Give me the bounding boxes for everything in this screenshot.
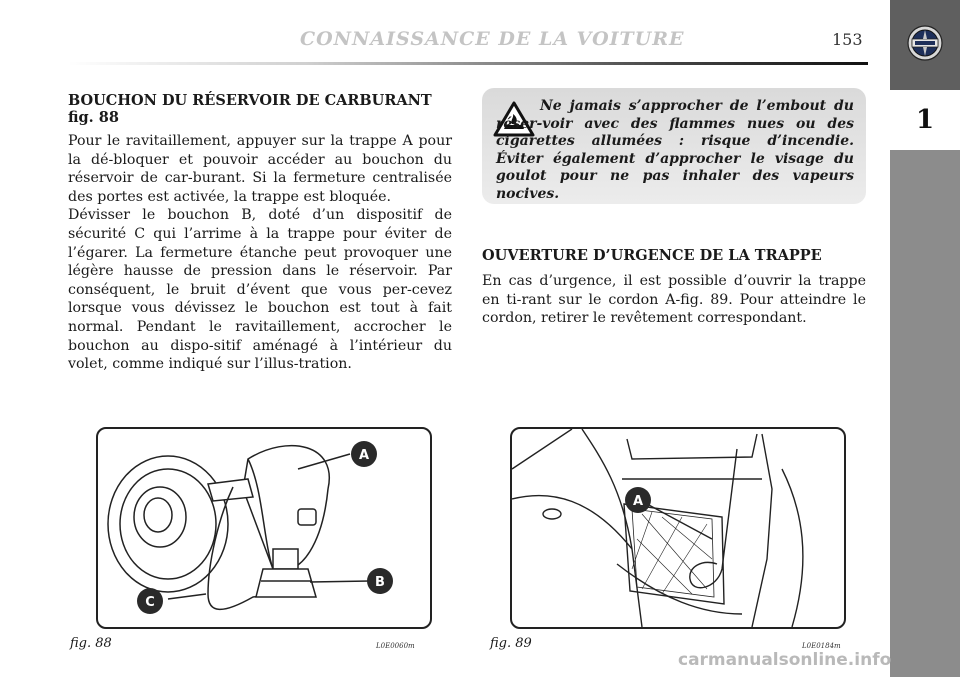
- fuel-cap-heading: BOUCHON DU RÉSERVOIR DE CARBURANT: [68, 92, 432, 109]
- fuel-cap-drawing: [98, 429, 430, 627]
- chapter-side-tab: [890, 0, 960, 677]
- fuel-cap-paragraph-1: Pour le ravitaillement, appuyer sur la trappe A pour la dé-bloquer et pouvoir accéder au bouchon du réservoir de car-burant. Si la fermeture centralisée des portes est activée, la trappe est bloquée.: [68, 133, 452, 205]
- fuel-cap-section: [68, 92, 452, 374]
- header-rule: [68, 62, 868, 65]
- fuel-cap-figure-ref: fig. 88: [68, 109, 119, 126]
- callout-a-label: A: [358, 448, 370, 463]
- emergency-section: [482, 247, 866, 328]
- figure-89-code: L0E0184m: [802, 642, 841, 650]
- figure-89-caption: fig. 89: [490, 636, 532, 651]
- watermark: carmanualsonline.info: [678, 650, 892, 670]
- chapter-number: 1: [890, 90, 960, 150]
- header-title: CONNAISSANCE DE LA VOITURE: [300, 28, 685, 50]
- figure-88-caption: fig. 88: [70, 636, 112, 651]
- figure-89-emergency-cord-illustration: [510, 427, 846, 629]
- warning-text: Ne jamais s’approcher de l’embout du réser-voir avec des flammes nues ou des cigarettes allumées : risque d’incendie. Éviter également d’approcher le visage du goulot pour ne pas inhaler des vapeurs nocives.: [496, 98, 854, 202]
- callout-b-label: B: [375, 575, 385, 590]
- fuel-cap-paragraph-2: Dévisser le bouchon B, doté d’un dispositif de sécurité C qui l’arrime à la trappe pour éviter de l’égarer. La fermeture étanche peut provoquer une légère hausse de pression dans le réservoir. Par conséquent, le bruit d’évent que vous per-cevez lorsque vous dévissez le bouchon est tout à fait normal. Pendant le ravitaillement, accrocher le bouchon au dispo-sitif aménagé à l’intérieur du volet, comme indiqué sur l’illus-tration.: [68, 207, 452, 373]
- callout-a-label: A: [632, 494, 644, 509]
- figure-88-fuel-cap-illustration: [96, 427, 432, 629]
- lancia-logo-icon: [907, 25, 943, 61]
- warning-box: [482, 88, 866, 204]
- emergency-cord-drawing: [512, 429, 844, 627]
- emergency-heading: OUVERTURE D’URGENCE DE LA TRAPPE: [482, 247, 822, 264]
- callout-c-label: C: [145, 595, 155, 610]
- figure-88-code: L0E0060m: [376, 642, 415, 650]
- emergency-paragraph: En cas d’urgence, il est possible d’ouvrir la trappe en ti-rant sur le cordon A-fig. 89. Pour atteindre le cordon, retirer le revêtement correspondant.: [482, 273, 866, 327]
- page-number: 153: [832, 30, 863, 49]
- side-tab-logo-area: [890, 0, 960, 90]
